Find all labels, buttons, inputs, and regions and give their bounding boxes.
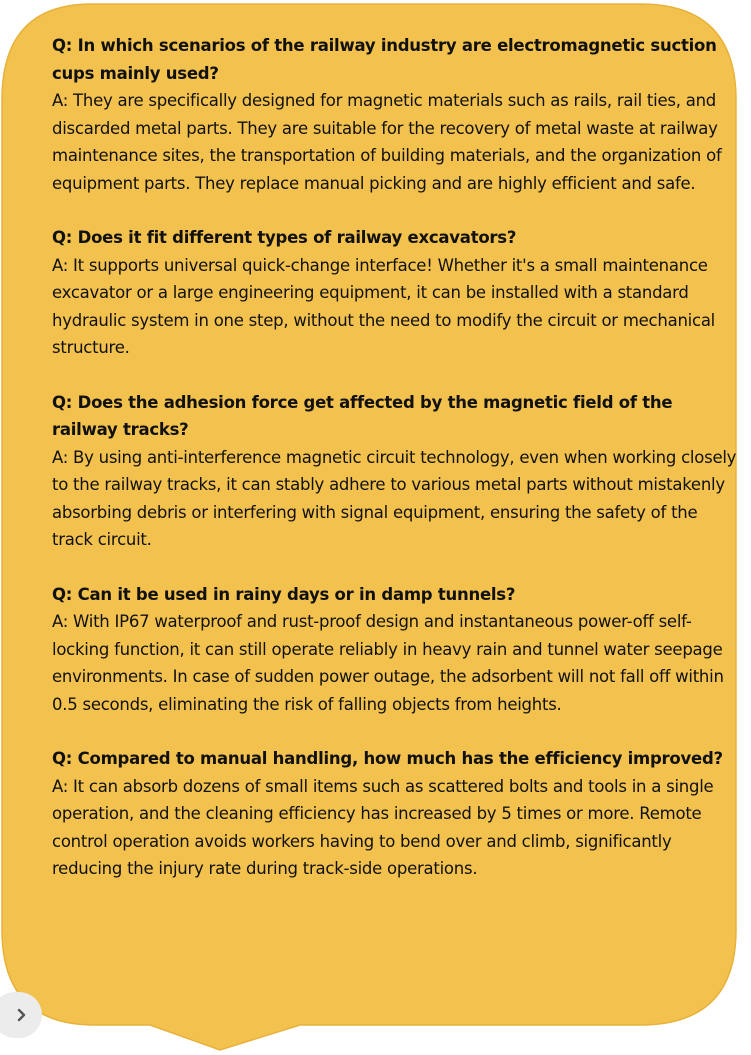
faq-item-2 — [52, 224, 738, 362]
faq-question: Q: In which scenarios of the railway industry are electromagnetic suction cups mainly used? — [52, 36, 717, 83]
faq-question: Q: Can it be used in rainy days or in damp tunnels? — [52, 584, 516, 604]
faq-question: Q: Does it fit different types of railway excavators? — [52, 228, 517, 247]
faq-item-3 — [52, 389, 738, 554]
faq-item-1 — [52, 32, 738, 197]
faq-answer: A: By using anti-interference magnetic circuit technology, even when working closely to the railway tracks, it can stably adhere to various metal parts without mistakenly absorbing debris or interfering with signal equipment, ensuring the safety of the track circuit. — [52, 447, 737, 549]
faq-answer: A: It can absorb dozens of small items such as scattered bolts and tools in a single operation, and the cleaning efficiency has increased by 5 times or more. Remote control operation avoids workers having to bend over and climb, significantly reducing the injury rate during track-side operations. — [52, 776, 714, 878]
faq-item-5 — [52, 745, 738, 883]
faq-answer: A: They are specifically designed for magnetic materials such as rails, rail ties, and discarded metal parts. They are suitable for the recovery of metal waste at railway maintenance sites, the transportation of building materials, and the organization of equipment parts. They replace manual picking and are highly efficient and safe. — [52, 91, 722, 193]
faq-answer: A: With IP67 waterproof and rust-proof design and instantaneous power-off self-locking function, it can still operate reliably in heavy rain and tunnel water seepage environments. In case of sudden power outage, the adsorbent will not fall off within 0.5 seconds, eliminating the risk of falling objects from heights. — [52, 612, 724, 714]
faq-question: Q: Does the adhesion force get affected by the magnetic field of the railway tracks? — [52, 392, 673, 439]
chevron-right-icon — [16, 1008, 28, 1022]
faq-question: Q: Compared to manual handling, how much has the efficiency improved? — [52, 749, 723, 768]
faq-list — [52, 32, 738, 910]
faq-item-4 — [52, 581, 738, 719]
faq-answer: A: It supports universal quick-change interface! Whether it's a small maintenance excavator or a large engineering equipment, it can be installed with a standard hydraulic system in one step, without the need to modify the circuit or mechanical structure. — [52, 255, 716, 357]
